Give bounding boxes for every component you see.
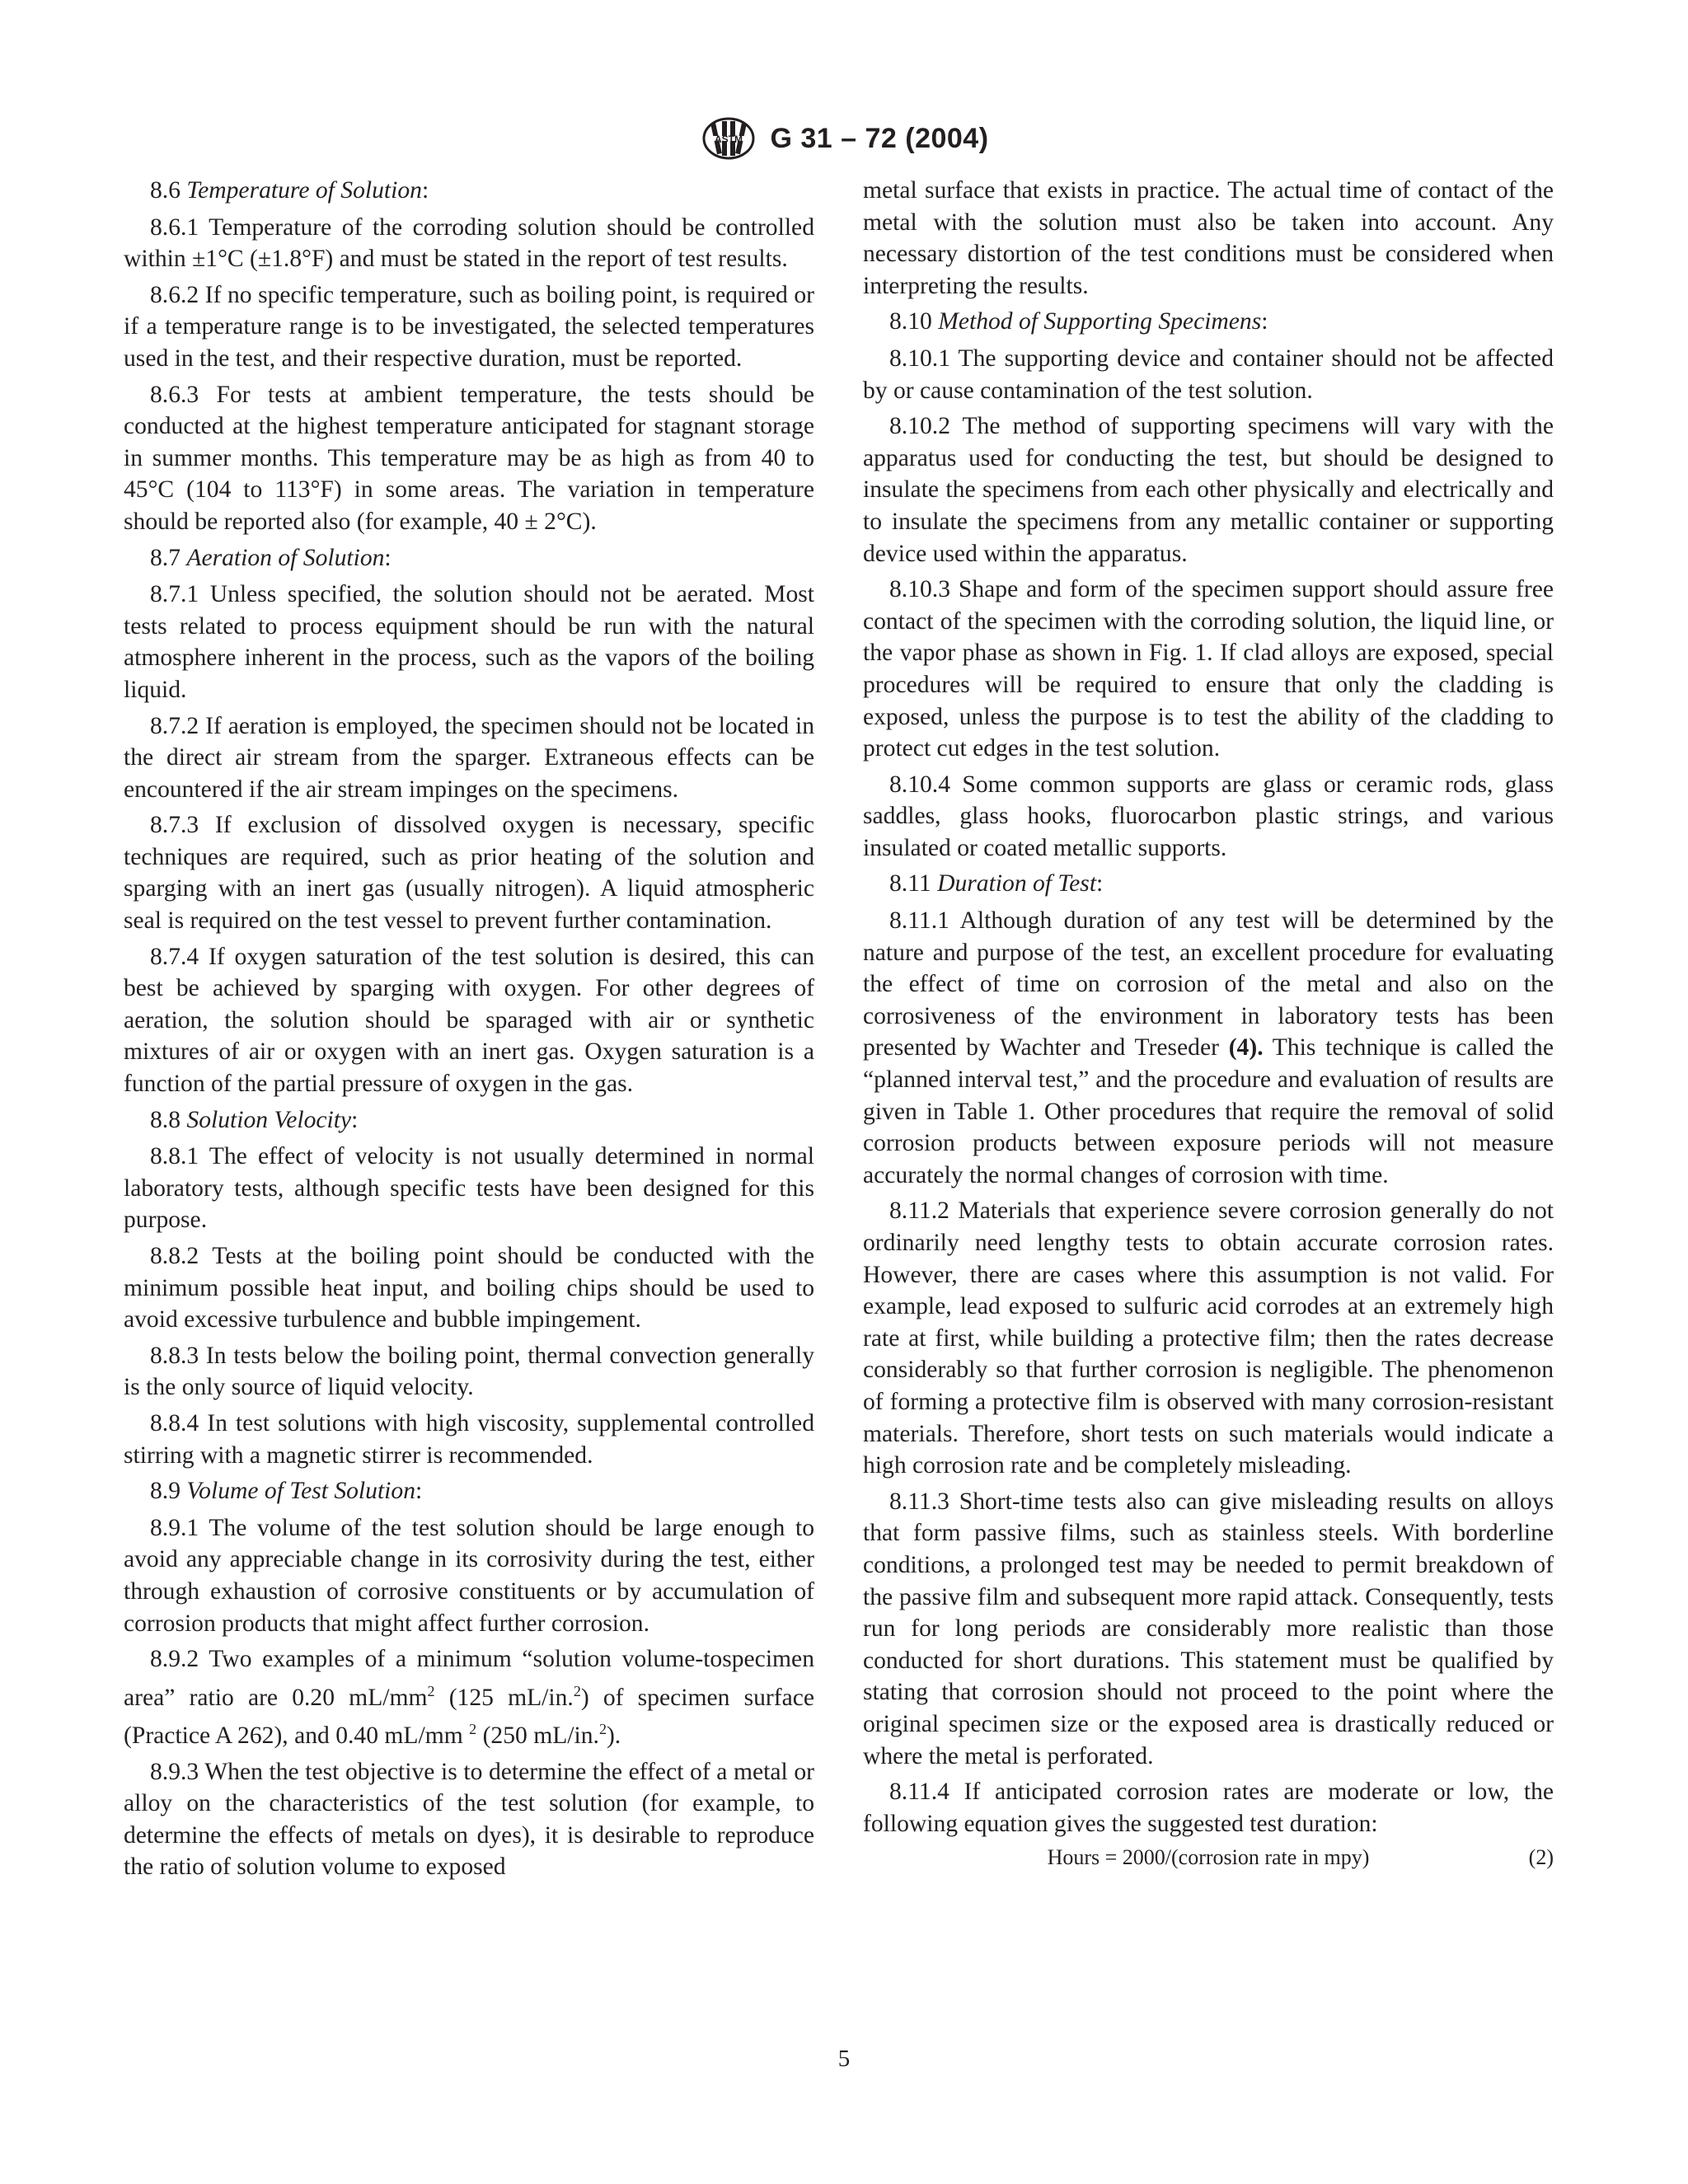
- paragraph: 8.9.3 When the test objective is to determine the effect of a metal or alloy on the characteristics of the test solution (for example, to determine the effects of metals on dyes), it is desirable to reproduce the ratio of solution volume to exposed: [124, 1758, 814, 1881]
- section-heading: 8.6 Temperature of Solution:: [150, 177, 429, 204]
- page-number: 5: [837, 2046, 851, 2072]
- svg-text:ASTM: ASTM: [715, 134, 743, 145]
- section-heading: 8.11 Duration of Test:: [889, 870, 1104, 898]
- section-number: 8.10: [889, 308, 939, 335]
- section-heading: 8.10 Method of Supporting Specimens:: [889, 308, 1268, 335]
- paragraph: 8.7.2 If aeration is employed, the specimen should not be located in the direct air stream from the sparger. Extraneous effects can be encountered if the air stream impinges on the specimens.: [124, 712, 814, 803]
- equation: [863, 1841, 1554, 1874]
- equation-body: Hours = 2000/(corrosion rate in mpy): [1047, 1845, 1370, 1870]
- section-title: Duration of Test: [937, 870, 1097, 898]
- paragraph: 8.8.4 In test solutions with high viscosity, supplemental controlled stirring with a magnetic stirrer is recommended.: [124, 1409, 814, 1469]
- paragraph: 8.9.1 The volume of the test solution should be large enough to avoid any appreciable change in its corrosivity during the test, either through exhaustion of corrosive constituents or by accumulation of corrosion products that might affect further corrosion.: [124, 1514, 814, 1637]
- section-title: Solution Velocity: [186, 1106, 352, 1133]
- page-header: [0, 114, 1688, 163]
- section-title: Aeration of Solution: [186, 544, 385, 571]
- paragraph: 8.7.3 If exclusion of dissolved oxygen is necessary, specific techniques are required, such as prior heating of the solution and sparging with an inert gas (usually nitrogen). A liquid atmospheric seal is required on the test vessel to prevent further contamination.: [124, 812, 814, 935]
- paragraph: 8.7.1 Unless specified, the solution should not be aerated. Most tests related to process equipment should be run with the natural atmosphere inherent in the process, such as the vapors of the boiling liquid.: [124, 581, 814, 703]
- standard-designation: G 31 – 72 (2004): [770, 122, 989, 154]
- paragraph: 8.10.3 Shape and form of the specimen support should assure free contact of the specimen with the corroding solution, the liquid line, or the vapor phase as shown in Fig. 1. If clad alloys are exposed, special procedures will be required to ensure that only the cladding is exposed, unless the purpose is to test the ability of the cladding to protect cut edges in the test solution.: [863, 576, 1554, 762]
- section-number: 8.8: [150, 1106, 187, 1133]
- paragraph: 8.8.2 Tests at the boiling point should be conducted with the minimum possible heat input, and boiling chips should be used to avoid excessive turbulence and bubble impingement.: [124, 1243, 814, 1333]
- paragraph: 8.10.4 Some common supports are glass or ceramic rods, glass saddles, glass hooks, fluorocarbon plastic strings, and various insulated or coated metallic supports.: [863, 771, 1554, 861]
- paragraph: 8.10.1 The supporting device and container should not be affected by or cause contamination of the test solution.: [863, 344, 1554, 404]
- section-number: 8.11: [889, 870, 938, 898]
- paragraph: 8.8.1 The effect of velocity is not usually determined in normal laboratory tests, although specific tests have been designed for this purpose.: [124, 1143, 814, 1234]
- section-number: 8.9: [150, 1478, 187, 1505]
- right-column: [863, 175, 1554, 1874]
- paragraph: metal surface that exists in practice. The actual time of contact of the metal with the solution must also be taken into account. Any necessary distortion of the test conditions must be considered when interpreting the results.: [863, 177, 1554, 299]
- paragraph: 8.6.3 For tests at ambient temperature, the tests should be conducted at the highest temperature anticipated for stagnant storage in summer months. This temperature may be as high as from 40 to 45°C (104 to 113°F) in some areas. The variation in temperature should be reported also (for example, 40 ± 2°C).: [124, 381, 814, 535]
- paragraph: 8.11.3 Short-time tests also can give misleading results on alloys that form passive films, such as stainless steels. With borderline conditions, a prolonged test may be needed to permit breakdown of the passive film and subsequent more rapid attack. Consequently, tests run for long periods are considerably more realistic than those conducted for short durations. This statement must be qualified by stating that corrosion should not proceed to the point where the original specimen size or the exposed area is drastically reduced or where the metal is perforated.: [863, 1488, 1554, 1769]
- section-title: Temperature of Solution: [186, 177, 422, 204]
- astm-logo-icon: [699, 115, 758, 162]
- section-title: Volume of Test Solution: [186, 1478, 415, 1505]
- section-number: 8.7: [150, 544, 187, 571]
- left-column: [124, 175, 814, 1887]
- section-heading: 8.9 Volume of Test Solution:: [150, 1478, 423, 1505]
- paragraph: 8.11.1 Although duration of any test will be determined by the nature and purpose of the test, an excellent procedure for evaluating the effect of time on corrosion of the metal and also on the corrosiveness of the environment in laboratory tests has been presented by Wachter and Treseder (4). This technique is called the “planned interval test,” and the procedure and evaluation of results are given in Table 1. Other procedures that require the removal of solid corrosion products between exposure periods will not measure accurately the normal changes of corrosion with time.: [863, 907, 1554, 1188]
- paragraph: 8.11.4 If anticipated corrosion rates are moderate or low, the following equation gives the suggested test duration:: [863, 1779, 1554, 1837]
- equation-number: (2): [1528, 1845, 1554, 1870]
- paragraph: 8.8.3 In tests below the boiling point, thermal convection generally is the only source of liquid velocity.: [124, 1342, 814, 1401]
- paragraph: 8.9.2 Two examples of a minimum “solution volume-tospecimen area” ratio are 0.20 $mL/mm^2$ (125 mL/in.$^2$) of specimen surface (Practice A 262), and 0.40 mL/mm $^2$ (250 mL/in.$^2$).: [124, 1646, 814, 1750]
- section-heading: 8.8 Solution Velocity:: [150, 1106, 359, 1133]
- paragraph: 8.7.4 If oxygen saturation of the test solution is desired, this can best be achieved by sparging with oxygen. For other degrees of aeration, the solution should be sparaged with air or synthetic mixtures of air or oxygen with an inert gas. Oxygen saturation is a function of the partial pressure of oxygen in the gas.: [124, 943, 814, 1098]
- paragraph: 8.6.2 If no specific temperature, such as boiling point, is required or if a temperature range is to be investigated, the selected temperatures used in the test, and their respective duration, must be reported.: [124, 281, 814, 372]
- paragraph: 8.6.1 Temperature of the corroding solution should be controlled within ±1°C (±1.8°F) and must be stated in the report of test results.: [124, 213, 814, 273]
- section-number: 8.6: [150, 177, 187, 204]
- section-title: Method of Supporting Specimens: [938, 308, 1262, 335]
- section-heading: 8.7 Aeration of Solution:: [150, 544, 392, 571]
- paragraph: 8.11.2 Materials that experience severe corrosion generally do not ordinarily need lengthy tests to obtain accurate corrosion rates. However, there are cases where this assumption is not valid. For example, lead exposed to sulfuric acid corrodes at an extremely high rate at first, while building a protective film; then the rates decrease considerably so that further corrosion is negligible. The phenomenon of forming a protective film is observed with many corrosion-resistant materials. Therefore, short tests on such materials would indicate a high corrosion rate and be completely misleading.: [863, 1197, 1554, 1479]
- paragraph: 8.10.2 The method of supporting specimens will vary with the apparatus used for conducting the test, but should be designed to insulate the specimens from each other physically and electrically and to insulate the specimens from any metallic container or supporting device used within the apparatus.: [863, 413, 1554, 567]
